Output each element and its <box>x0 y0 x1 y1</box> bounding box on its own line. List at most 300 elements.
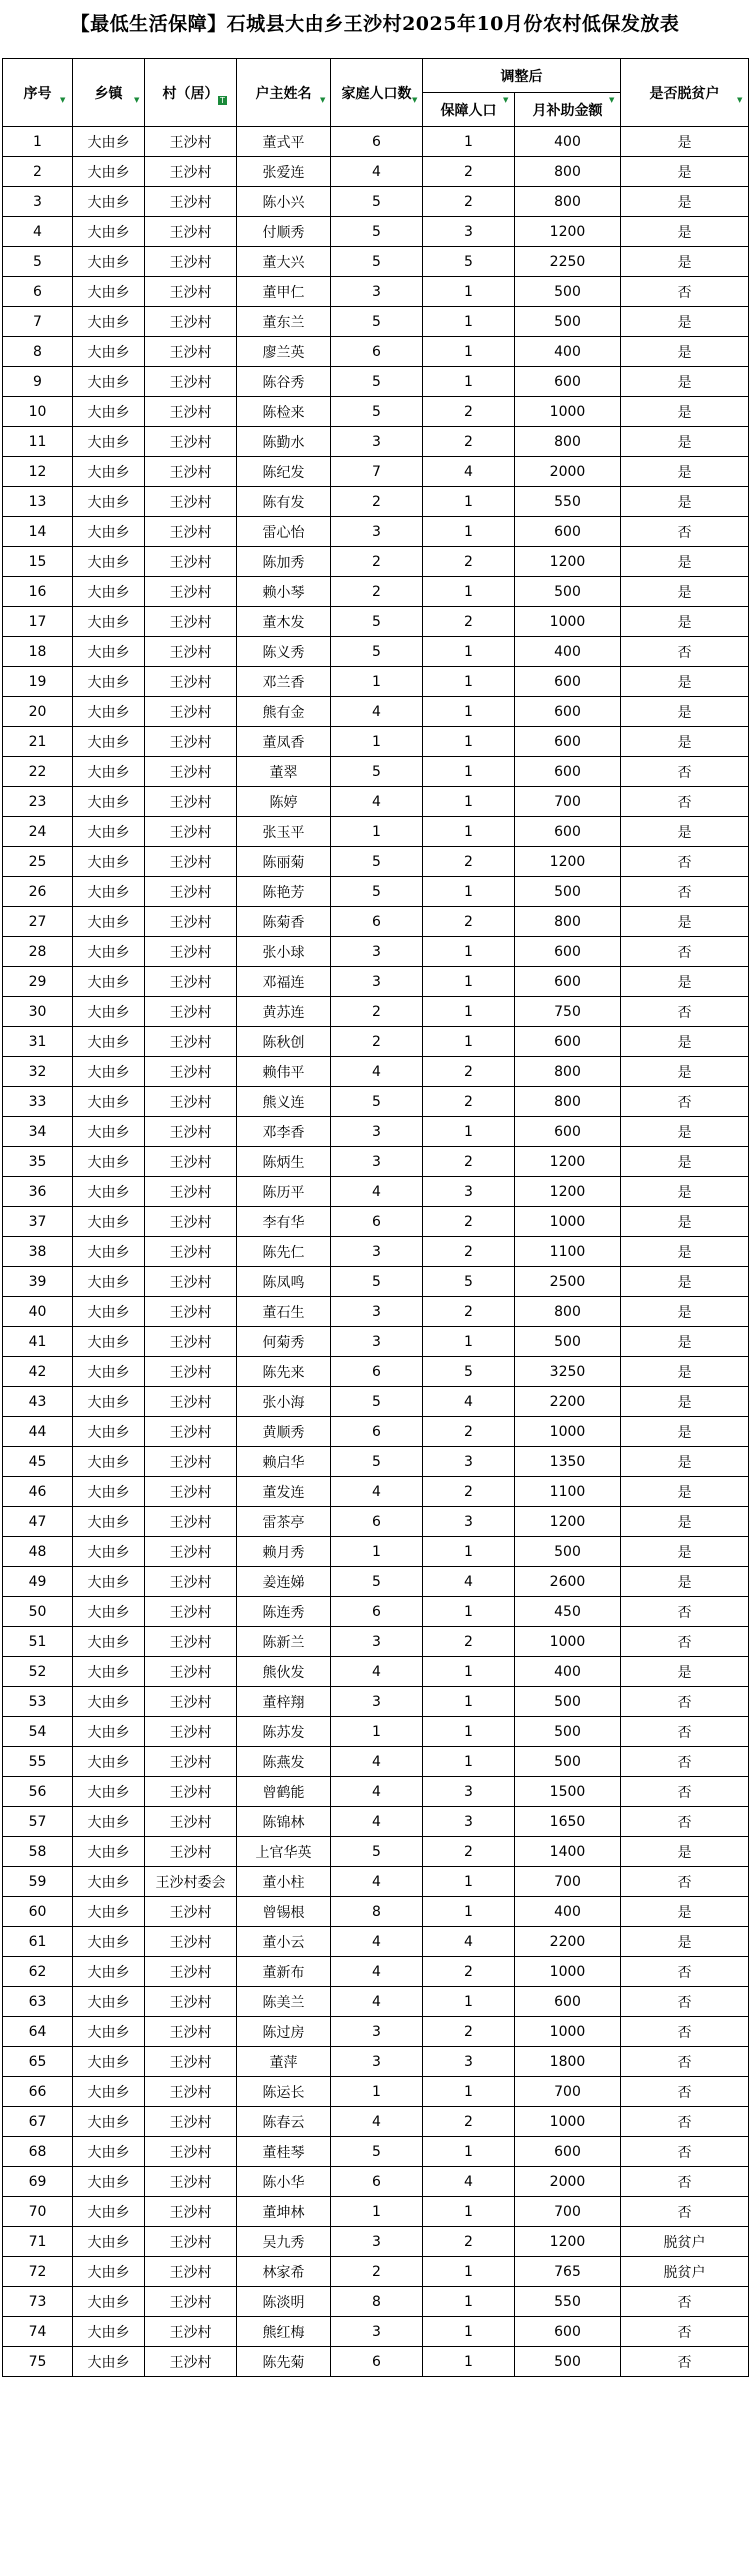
cell-township: 大由乡 <box>73 1927 145 1957</box>
cell-guaranteed: 1 <box>423 997 515 1027</box>
table-row <box>3 2347 749 2377</box>
cell-householder: 董坤林 <box>237 2197 331 2227</box>
cell-seq: 9 <box>3 367 73 397</box>
cell-guaranteed: 3 <box>423 1807 515 1837</box>
cell-family-size: 4 <box>331 1177 423 1207</box>
cell-family-size: 5 <box>331 877 423 907</box>
cell-guaranteed: 1 <box>423 697 515 727</box>
cell-family-size: 1 <box>331 2077 423 2107</box>
cell-township: 大由乡 <box>73 1627 145 1657</box>
cell-guaranteed: 1 <box>423 2287 515 2317</box>
cell-family-size: 5 <box>331 1267 423 1297</box>
cell-householder: 上官华英 <box>237 1837 331 1867</box>
cell-householder: 董凤香 <box>237 727 331 757</box>
cell-township: 大由乡 <box>73 847 145 877</box>
cell-poverty-exit: 是 <box>621 1147 749 1177</box>
cell-family-size: 6 <box>331 2167 423 2197</box>
cell-poverty-exit: 否 <box>621 1087 749 1117</box>
table-row <box>3 607 749 637</box>
cell-family-size: 2 <box>331 577 423 607</box>
cell-guaranteed: 1 <box>423 1537 515 1567</box>
cell-monthly-amount: 1800 <box>515 2047 621 2077</box>
cell-township: 大由乡 <box>73 2347 145 2377</box>
cell-village: 王沙村 <box>145 337 237 367</box>
table-row <box>3 1177 749 1207</box>
cell-monthly-amount: 600 <box>515 1027 621 1057</box>
cell-township: 大由乡 <box>73 757 145 787</box>
cell-poverty-exit: 否 <box>621 1687 749 1717</box>
cell-seq: 2 <box>3 157 73 187</box>
cell-guaranteed: 2 <box>423 1627 515 1657</box>
cell-family-size: 1 <box>331 1717 423 1747</box>
table-row <box>3 2167 749 2197</box>
cell-township: 大由乡 <box>73 1417 145 1447</box>
cell-guaranteed: 3 <box>423 2047 515 2077</box>
cell-township: 大由乡 <box>73 187 145 217</box>
cell-township: 大由乡 <box>73 727 145 757</box>
cell-householder: 雷心怡 <box>237 517 331 547</box>
cell-poverty-exit: 是 <box>621 457 749 487</box>
cell-seq: 36 <box>3 1177 73 1207</box>
cell-guaranteed: 1 <box>423 637 515 667</box>
cell-poverty-exit: 否 <box>621 2077 749 2107</box>
cell-householder: 陈艳芳 <box>237 877 331 907</box>
cell-family-size: 5 <box>331 307 423 337</box>
cell-poverty-exit: 否 <box>621 2347 749 2377</box>
cell-family-size: 6 <box>331 337 423 367</box>
cell-guaranteed: 2 <box>423 427 515 457</box>
cell-poverty-exit: 是 <box>621 907 749 937</box>
table-row <box>3 1327 749 1357</box>
cell-guaranteed: 1 <box>423 337 515 367</box>
cell-poverty-exit: 否 <box>621 997 749 1027</box>
cell-guaranteed: 1 <box>423 2137 515 2167</box>
cell-monthly-amount: 500 <box>515 307 621 337</box>
table-row <box>3 1987 749 2017</box>
cell-family-size: 2 <box>331 487 423 517</box>
cell-seq: 73 <box>3 2287 73 2317</box>
table-row <box>3 1477 749 1507</box>
table-row <box>3 2317 749 2347</box>
table-header <box>3 59 749 127</box>
cell-seq: 41 <box>3 1327 73 1357</box>
cell-seq: 30 <box>3 997 73 1027</box>
cell-family-size: 5 <box>331 1087 423 1117</box>
cell-monthly-amount: 1350 <box>515 1447 621 1477</box>
cell-guaranteed: 2 <box>423 1147 515 1177</box>
cell-village: 王沙村 <box>145 1627 237 1657</box>
cell-guaranteed: 2 <box>423 157 515 187</box>
cell-seq: 17 <box>3 607 73 637</box>
filter-dropdown-icon[interactable]: ▼ <box>320 96 326 104</box>
table-row <box>3 1027 749 1057</box>
cell-seq: 49 <box>3 1567 73 1597</box>
cell-monthly-amount: 800 <box>515 1297 621 1327</box>
cell-householder: 雷茶亭 <box>237 1507 331 1537</box>
cell-monthly-amount: 700 <box>515 2197 621 2227</box>
cell-township: 大由乡 <box>73 547 145 577</box>
cell-family-size: 6 <box>331 1507 423 1537</box>
cell-poverty-exit: 是 <box>621 487 749 517</box>
cell-township: 大由乡 <box>73 1027 145 1057</box>
cell-family-size: 2 <box>331 2257 423 2287</box>
table-row <box>3 1507 749 1537</box>
cell-monthly-amount: 400 <box>515 1897 621 1927</box>
cell-householder: 陈春云 <box>237 2107 331 2137</box>
table-row <box>3 2137 749 2167</box>
cell-family-size: 5 <box>331 187 423 217</box>
cell-village: 王沙村 <box>145 2317 237 2347</box>
cell-seq: 51 <box>3 1627 73 1657</box>
cell-family-size: 3 <box>331 427 423 457</box>
cell-poverty-exit: 是 <box>621 607 749 637</box>
cell-township: 大由乡 <box>73 487 145 517</box>
cell-village: 王沙村委会 <box>145 1867 237 1897</box>
table-row <box>3 757 749 787</box>
cell-village: 王沙村 <box>145 1897 237 1927</box>
cell-guaranteed: 1 <box>423 487 515 517</box>
cell-village: 王沙村 <box>145 1837 237 1867</box>
cell-seq: 42 <box>3 1357 73 1387</box>
cell-township: 大由乡 <box>73 2167 145 2197</box>
cell-householder: 陈过房 <box>237 2017 331 2047</box>
cell-township: 大由乡 <box>73 607 145 637</box>
cell-monthly-amount: 2200 <box>515 1927 621 1957</box>
cell-poverty-exit: 否 <box>621 1627 749 1657</box>
cell-seq: 72 <box>3 2257 73 2287</box>
cell-village: 王沙村 <box>145 847 237 877</box>
cell-family-size: 4 <box>331 2107 423 2137</box>
cell-village: 王沙村 <box>145 1327 237 1357</box>
cell-guaranteed: 2 <box>423 2107 515 2137</box>
cell-village: 王沙村 <box>145 1387 237 1417</box>
cell-monthly-amount: 1200 <box>515 1177 621 1207</box>
cell-guaranteed: 1 <box>423 2197 515 2227</box>
table-row <box>3 2227 749 2257</box>
cell-family-size: 6 <box>331 127 423 157</box>
cell-guaranteed: 2 <box>423 907 515 937</box>
cell-guaranteed: 2 <box>423 1207 515 1237</box>
cell-township: 大由乡 <box>73 1147 145 1177</box>
cell-guaranteed: 1 <box>423 1597 515 1627</box>
cell-monthly-amount: 1000 <box>515 1417 621 1447</box>
cell-guaranteed: 1 <box>423 787 515 817</box>
cell-householder: 陈燕发 <box>237 1747 331 1777</box>
table-body <box>3 127 749 2377</box>
cell-seq: 68 <box>3 2137 73 2167</box>
cell-village: 王沙村 <box>145 487 237 517</box>
cell-guaranteed: 1 <box>423 1747 515 1777</box>
cell-seq: 55 <box>3 1747 73 1777</box>
cell-monthly-amount: 1650 <box>515 1807 621 1837</box>
cell-monthly-amount: 1400 <box>515 1837 621 1867</box>
cell-poverty-exit: 是 <box>621 727 749 757</box>
cell-family-size: 4 <box>331 1057 423 1087</box>
cell-monthly-amount: 1100 <box>515 1477 621 1507</box>
cell-poverty-exit: 是 <box>621 1567 749 1597</box>
cell-seq: 16 <box>3 577 73 607</box>
cell-monthly-amount: 1000 <box>515 607 621 637</box>
cell-monthly-amount: 600 <box>515 727 621 757</box>
cell-monthly-amount: 1000 <box>515 397 621 427</box>
cell-family-size: 3 <box>331 967 423 997</box>
header-village: 村（居） <box>145 59 237 127</box>
table-row <box>3 187 749 217</box>
table-row <box>3 1387 749 1417</box>
cell-family-size: 3 <box>331 1297 423 1327</box>
cell-seq: 63 <box>3 1987 73 2017</box>
cell-township: 大由乡 <box>73 517 145 547</box>
cell-guaranteed: 2 <box>423 1057 515 1087</box>
cell-guaranteed: 2 <box>423 1837 515 1867</box>
cell-householder: 董新布 <box>237 1957 331 1987</box>
cell-township: 大由乡 <box>73 1957 145 1987</box>
cell-monthly-amount: 1200 <box>515 1507 621 1537</box>
cell-householder: 陈历平 <box>237 1177 331 1207</box>
cell-householder: 李有华 <box>237 1207 331 1237</box>
table-row <box>3 1297 749 1327</box>
cell-township: 大由乡 <box>73 1267 145 1297</box>
filter-dropdown-icon[interactable]: ▼ <box>609 96 615 104</box>
cell-guaranteed: 1 <box>423 817 515 847</box>
cell-seq: 25 <box>3 847 73 877</box>
cell-family-size: 6 <box>331 2347 423 2377</box>
cell-village: 王沙村 <box>145 2347 237 2377</box>
cell-village: 王沙村 <box>145 877 237 907</box>
cell-householder: 曾锡根 <box>237 1897 331 1927</box>
cell-family-size: 4 <box>331 1747 423 1777</box>
cell-family-size: 4 <box>331 1807 423 1837</box>
cell-poverty-exit: 是 <box>621 1297 749 1327</box>
cell-monthly-amount: 700 <box>515 1867 621 1897</box>
cell-township: 大由乡 <box>73 1327 145 1357</box>
table-row <box>3 1927 749 1957</box>
cell-village: 王沙村 <box>145 1477 237 1507</box>
cell-poverty-exit: 是 <box>621 1237 749 1267</box>
cell-seq: 70 <box>3 2197 73 2227</box>
cell-poverty-exit: 是 <box>621 427 749 457</box>
cell-guaranteed: 1 <box>423 277 515 307</box>
cell-township: 大由乡 <box>73 157 145 187</box>
cell-poverty-exit: 是 <box>621 217 749 247</box>
cell-seq: 15 <box>3 547 73 577</box>
cell-householder: 赖启华 <box>237 1447 331 1477</box>
cell-family-size: 3 <box>331 1237 423 1267</box>
cell-householder: 陈勤水 <box>237 427 331 457</box>
cell-guaranteed: 2 <box>423 1237 515 1267</box>
cell-householder: 董甲仁 <box>237 277 331 307</box>
cell-village: 王沙村 <box>145 2167 237 2197</box>
cell-seq: 56 <box>3 1777 73 1807</box>
cell-householder: 董发连 <box>237 1477 331 1507</box>
cell-seq: 22 <box>3 757 73 787</box>
cell-poverty-exit: 是 <box>621 1177 749 1207</box>
cell-village: 王沙村 <box>145 1117 237 1147</box>
cell-poverty-exit: 否 <box>621 277 749 307</box>
cell-seq: 34 <box>3 1117 73 1147</box>
table-row <box>3 1627 749 1657</box>
table-row <box>3 997 749 1027</box>
cell-householder: 陈苏发 <box>237 1717 331 1747</box>
cell-family-size: 5 <box>331 607 423 637</box>
cell-monthly-amount: 400 <box>515 637 621 667</box>
cell-family-size: 3 <box>331 277 423 307</box>
cell-guaranteed: 1 <box>423 1717 515 1747</box>
cell-householder: 董小云 <box>237 1927 331 1957</box>
cell-monthly-amount: 1000 <box>515 1627 621 1657</box>
cell-township: 大由乡 <box>73 2257 145 2287</box>
cell-family-size: 5 <box>331 847 423 877</box>
cell-guaranteed: 1 <box>423 2257 515 2287</box>
cell-village: 王沙村 <box>145 1267 237 1297</box>
cell-seq: 20 <box>3 697 73 727</box>
cell-village: 王沙村 <box>145 397 237 427</box>
cell-seq: 44 <box>3 1417 73 1447</box>
table-row <box>3 1957 749 1987</box>
cell-village: 王沙村 <box>145 577 237 607</box>
cell-householder: 邓福连 <box>237 967 331 997</box>
cell-guaranteed: 1 <box>423 1987 515 2017</box>
cell-householder: 董石生 <box>237 1297 331 1327</box>
cell-family-size: 5 <box>331 1387 423 1417</box>
cell-householder: 陈运长 <box>237 2077 331 2107</box>
cell-householder: 黄顺秀 <box>237 1417 331 1447</box>
cell-guaranteed: 1 <box>423 307 515 337</box>
cell-village: 王沙村 <box>145 1027 237 1057</box>
cell-family-size: 5 <box>331 757 423 787</box>
cell-seq: 4 <box>3 217 73 247</box>
cell-family-size: 8 <box>331 1897 423 1927</box>
cell-poverty-exit: 否 <box>621 1597 749 1627</box>
cell-guaranteed: 1 <box>423 757 515 787</box>
table-row <box>3 1537 749 1567</box>
cell-family-size: 3 <box>331 2017 423 2047</box>
cell-seq: 45 <box>3 1447 73 1477</box>
cell-seq: 12 <box>3 457 73 487</box>
cell-village: 王沙村 <box>145 457 237 487</box>
filter-dropdown-icon[interactable]: ▼ <box>503 96 509 104</box>
cell-village: 王沙村 <box>145 1687 237 1717</box>
cell-monthly-amount: 600 <box>515 1987 621 2017</box>
cell-township: 大由乡 <box>73 2107 145 2137</box>
table-row <box>3 1417 749 1447</box>
cell-householder: 何菊秀 <box>237 1327 331 1357</box>
cell-householder: 赖伟平 <box>237 1057 331 1087</box>
cell-family-size: 5 <box>331 247 423 277</box>
cell-township: 大由乡 <box>73 367 145 397</box>
table-row <box>3 847 749 877</box>
cell-family-size: 5 <box>331 217 423 247</box>
cell-seq: 69 <box>3 2167 73 2197</box>
cell-monthly-amount: 600 <box>515 2137 621 2167</box>
cell-seq: 7 <box>3 307 73 337</box>
cell-village: 王沙村 <box>145 367 237 397</box>
cell-village: 王沙村 <box>145 157 237 187</box>
cell-householder: 廖兰英 <box>237 337 331 367</box>
filter-dropdown-icon[interactable]: ▼ <box>737 96 743 104</box>
cell-poverty-exit: 否 <box>621 2167 749 2197</box>
cell-seq: 19 <box>3 667 73 697</box>
header-poverty-exit: 是否脱贫户 <box>621 59 749 127</box>
cell-seq: 67 <box>3 2107 73 2137</box>
cell-householder: 董木发 <box>237 607 331 637</box>
cell-seq: 75 <box>3 2347 73 2377</box>
cell-village: 王沙村 <box>145 217 237 247</box>
cell-poverty-exit: 是 <box>621 337 749 367</box>
cell-guaranteed: 5 <box>423 1267 515 1297</box>
cell-township: 大由乡 <box>73 457 145 487</box>
cell-householder: 付顺秀 <box>237 217 331 247</box>
cell-monthly-amount: 500 <box>515 1687 621 1717</box>
cell-poverty-exit: 是 <box>621 1207 749 1237</box>
cell-monthly-amount: 1000 <box>515 1957 621 1987</box>
header-township: 乡镇 <box>73 59 145 127</box>
cell-guaranteed: 1 <box>423 877 515 907</box>
cell-monthly-amount: 600 <box>515 817 621 847</box>
cell-village: 王沙村 <box>145 2287 237 2317</box>
cell-guaranteed: 1 <box>423 2317 515 2347</box>
table-row <box>3 547 749 577</box>
filter-active-icon[interactable]: T <box>218 96 227 105</box>
cell-monthly-amount: 800 <box>515 907 621 937</box>
cell-township: 大由乡 <box>73 1897 145 1927</box>
cell-monthly-amount: 400 <box>515 1657 621 1687</box>
cell-family-size: 3 <box>331 937 423 967</box>
cell-family-size: 5 <box>331 1447 423 1477</box>
cell-family-size: 5 <box>331 1567 423 1597</box>
table-row <box>3 487 749 517</box>
cell-township: 大由乡 <box>73 1087 145 1117</box>
cell-monthly-amount: 1100 <box>515 1237 621 1267</box>
table-row <box>3 2017 749 2047</box>
table-row <box>3 1747 749 1777</box>
table-row <box>3 1837 749 1867</box>
table-row <box>3 817 749 847</box>
cell-householder: 熊伙发 <box>237 1657 331 1687</box>
cell-seq: 29 <box>3 967 73 997</box>
cell-guaranteed: 1 <box>423 2347 515 2377</box>
cell-village: 王沙村 <box>145 2137 237 2167</box>
cell-householder: 董东兰 <box>237 307 331 337</box>
cell-township: 大由乡 <box>73 307 145 337</box>
cell-monthly-amount: 1200 <box>515 547 621 577</box>
cell-monthly-amount: 400 <box>515 337 621 367</box>
header-householder: 户主姓名 <box>237 59 331 127</box>
cell-poverty-exit: 是 <box>621 1507 749 1537</box>
cell-village: 王沙村 <box>145 607 237 637</box>
cell-monthly-amount: 600 <box>515 967 621 997</box>
filter-dropdown-icon[interactable]: ▼ <box>60 96 66 104</box>
filter-dropdown-icon[interactable]: ▼ <box>134 96 140 104</box>
cell-township: 大由乡 <box>73 337 145 367</box>
cell-guaranteed: 5 <box>423 247 515 277</box>
cell-poverty-exit: 否 <box>621 2317 749 2347</box>
cell-poverty-exit: 否 <box>621 937 749 967</box>
cell-guaranteed: 1 <box>423 517 515 547</box>
header-seq: 序号 <box>3 59 73 127</box>
cell-householder: 董翠 <box>237 757 331 787</box>
cell-monthly-amount: 550 <box>515 487 621 517</box>
cell-seq: 39 <box>3 1267 73 1297</box>
cell-village: 王沙村 <box>145 1057 237 1087</box>
cell-poverty-exit: 是 <box>621 967 749 997</box>
cell-township: 大由乡 <box>73 1477 145 1507</box>
cell-seq: 57 <box>3 1807 73 1837</box>
cell-family-size: 2 <box>331 1027 423 1057</box>
cell-poverty-exit: 是 <box>621 367 749 397</box>
cell-village: 王沙村 <box>145 1717 237 1747</box>
filter-dropdown-icon[interactable]: ▼ <box>412 96 418 104</box>
